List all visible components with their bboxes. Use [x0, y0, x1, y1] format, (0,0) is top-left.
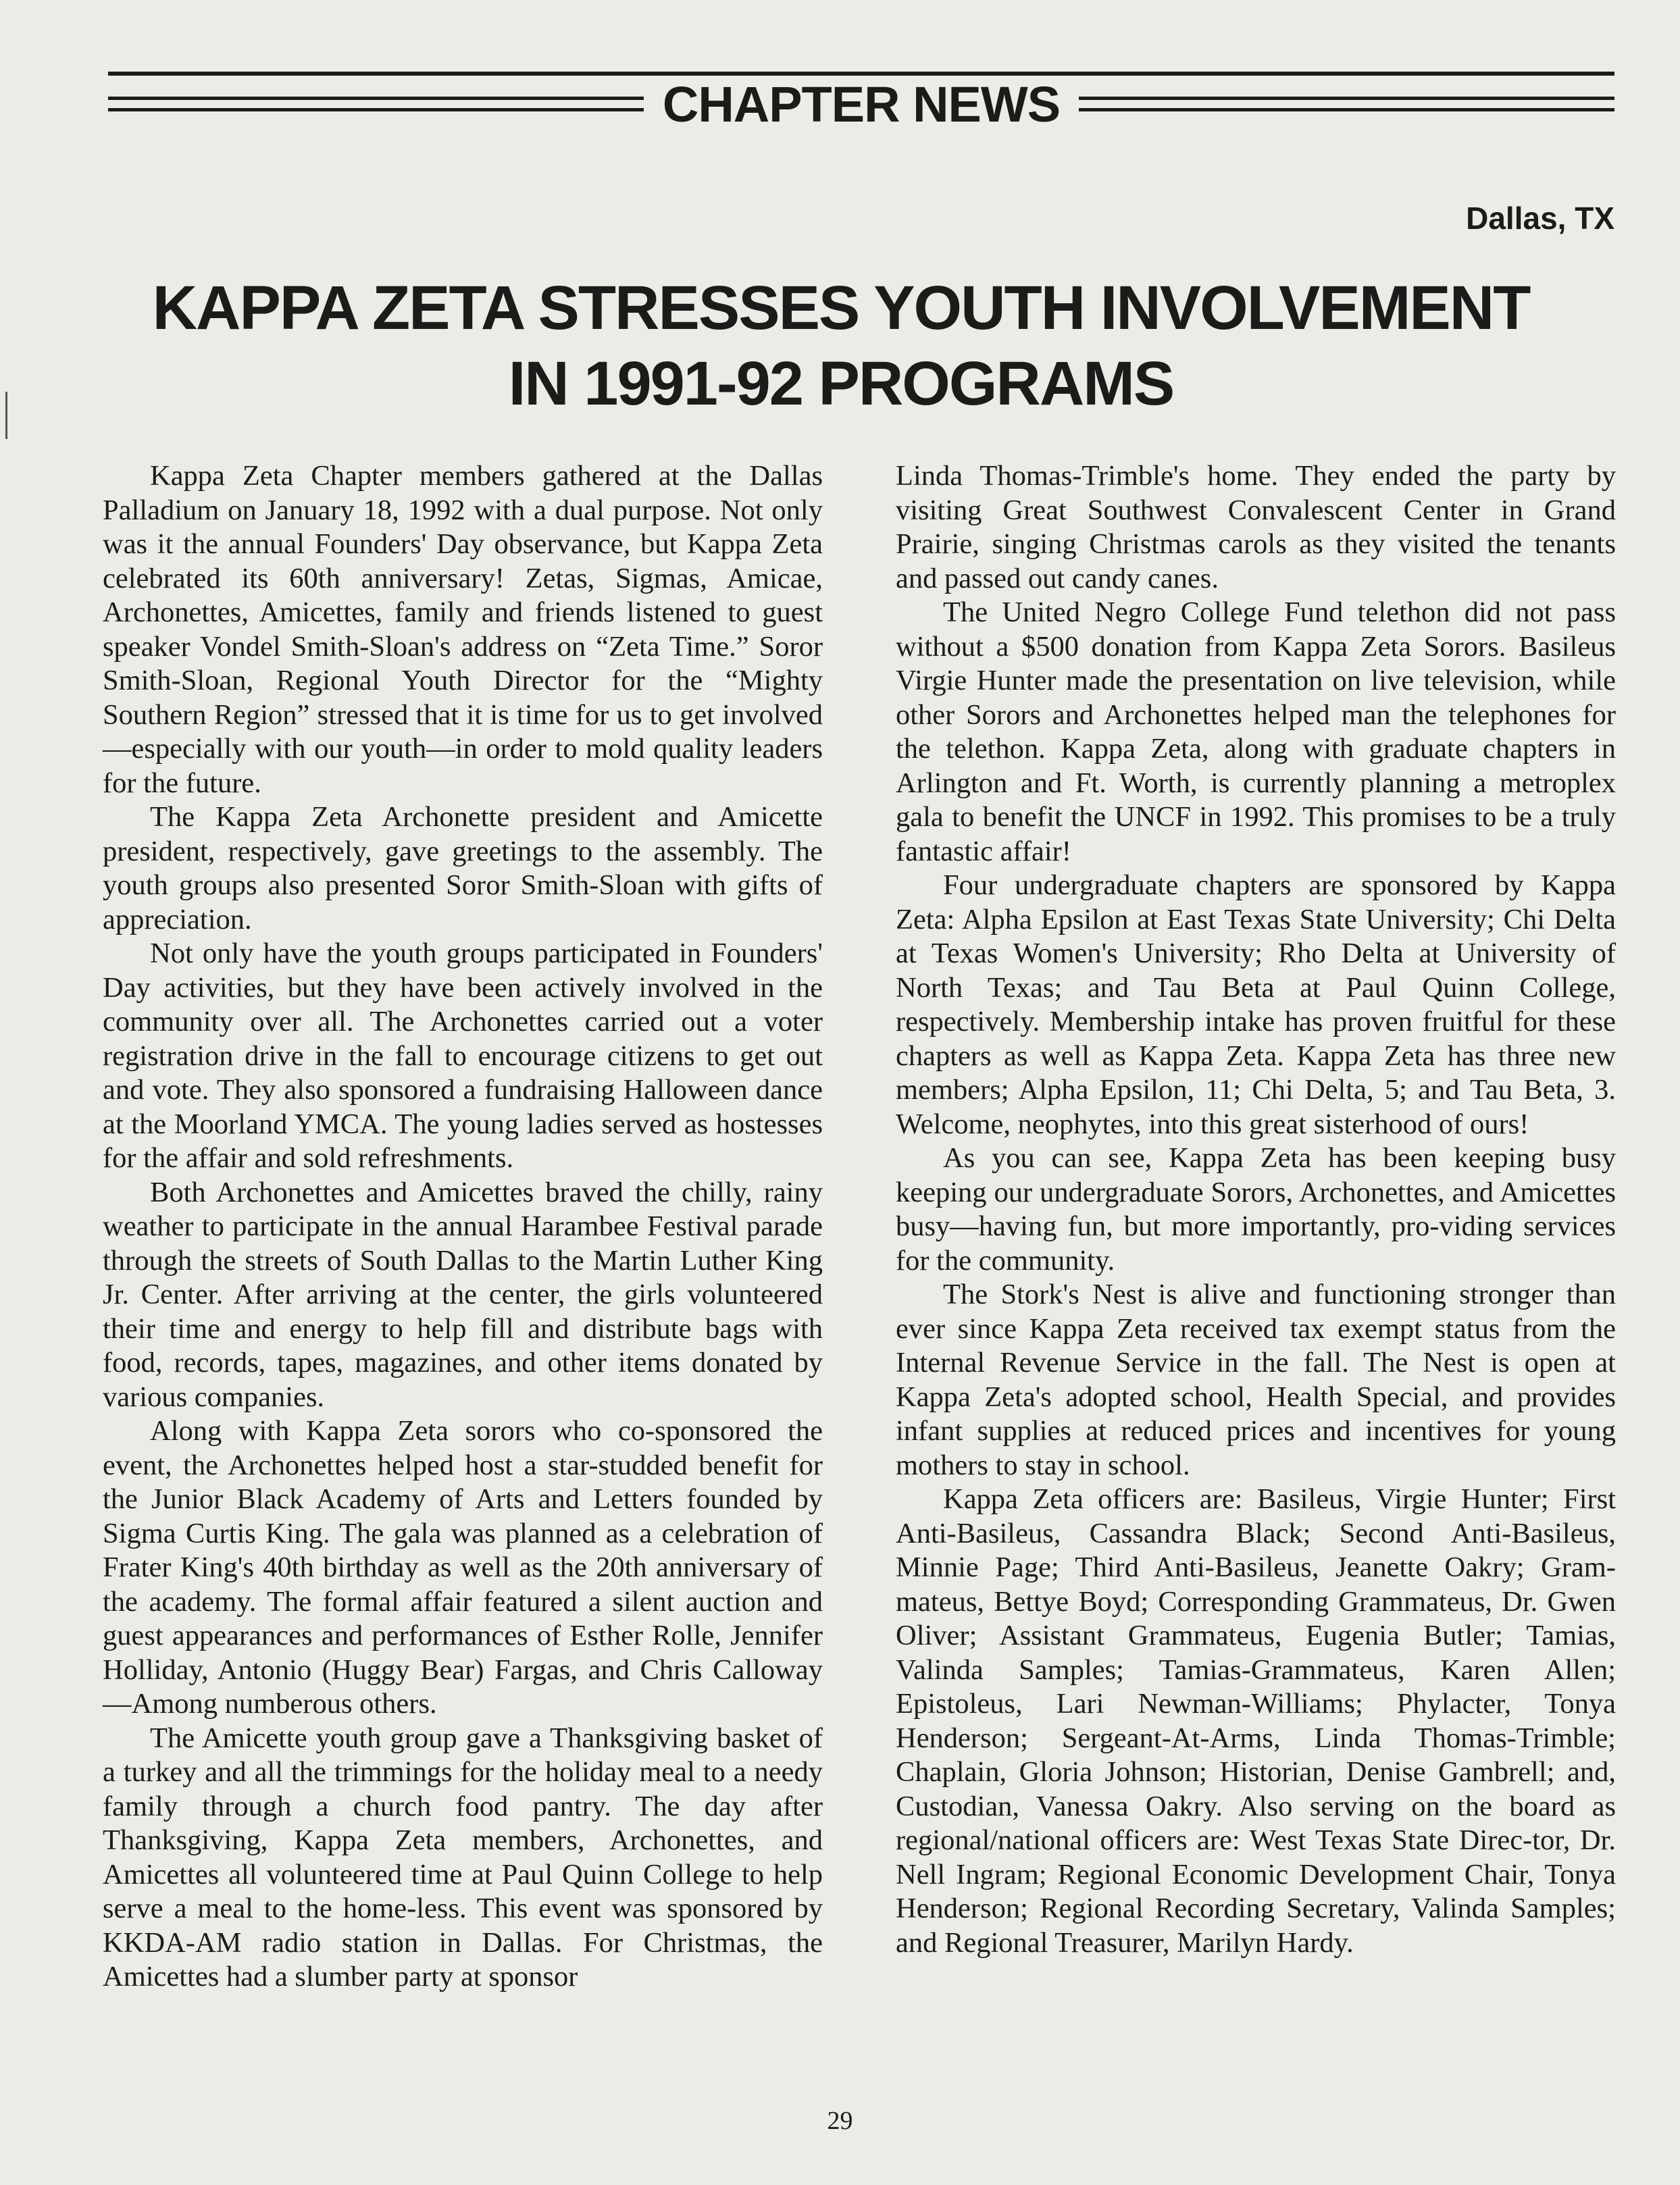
article-headline	[88, 270, 1594, 421]
headline-line-2: IN 1991-92 PROGRAMS	[508, 349, 1174, 418]
header-right-rule	[1079, 97, 1614, 111]
paragraph: As you can see, Kappa Zeta has been keeping busy keeping our undergraduate Sorors, Archonettes, and Amicettes busy—having fun, but more importantly, pro-viding services for the community.	[896, 1142, 1616, 1277]
section-title: CHAPTER NEWS	[662, 76, 1061, 132]
left-column	[103, 459, 823, 2020]
headline-line-1: KAPPA ZETA STRESSES YOUTH INVOLVEMENT	[152, 274, 1530, 342]
page-number: 29	[827, 2107, 853, 2135]
paragraph: Both Archonettes and Amicettes braved the chilly, rainy weather to participate in the annual Harambee Festival parade through the streets of South Dallas to the Martin Luther King Jr. Center. After arriving at the center, the girls volunteered their time and energy to help fill and distribute bags with food, records, tapes, magazines, and other items donated by various companies.	[103, 1176, 823, 1413]
paragraph: Not only have the youth groups participated in Founders' Day activities, but they have been actively involved in the community over all. The Archonettes carried out a voter registration drive in the fall to encourage citizens to get out and vote. They also sponsored a fundraising Halloween dance at the Moorland YMCA. The young ladies served as hostesses for the affair and sold refreshments.	[103, 937, 823, 1174]
paragraph: The Amicette youth group gave a Thanksgiving basket of a turkey and all the trimmings for the holiday meal to a needy family through a church food pantry. The day after Thanksgiving, Kappa Zeta members, Archonettes, and Amicettes all volunteered time at Paul Quinn College to help serve a meal to the home-less. This event was sponsored by KKDA-AM radio station in Dallas. For Christmas, the Amicettes had a slumber party at sponsor	[103, 1722, 823, 1993]
paragraph: The United Negro College Fund telethon did not pass without a $500 donation from Kappa Zeta Sorors. Basileus Virgie Hunter made the presentation on live television, while other Sorors and Archonettes helped man the telephones for the telethon. Kappa Zeta, along with graduate chapters in Arlington and Ft. Worth, is currently planning a metroplex gala to benefit the UNCF in 1992. This promises to be a truly fantastic affair!	[896, 596, 1616, 867]
paragraph: The Stork's Nest is alive and functioning stronger than ever since Kappa Zeta received tax exempt status from the Internal Revenue Service in the fall. The Nest is open at Kappa Zeta's adopted school, Health Special, and provides infant supplies at reduced prices and incentives for young mothers to stay in school.	[896, 1279, 1616, 1481]
section-header	[108, 76, 1614, 132]
dateline: Dallas, TX	[1466, 201, 1614, 236]
paragraph: Kappa Zeta officers are: Basileus, Virgie Hunter; First Anti-Basileus, Cassandra Black; Second Anti-Basileus, Minnie Page; Third Anti-Basileus, Jeanette Oakry; Gram-mateus, Bettye Boyd; Corresponding Grammateus, Dr. Gwen Oliver; Assistant Grammateus, Eugenia Butler; Tamias, Valinda Samples; Tamias-Grammateus, Karen Allen; Epistoleus, Lari Newman-Williams; Phylacter, Tonya Henderson; Sergeant-At-Arms, Linda Thomas-Trimble; Chaplain, Gloria Johnson; Historian, Denise Gambrell; and, Custodian, Vanessa Oakry. Also serving on the board as regional/national officers are: West Texas State Direc-tor, Dr. Nell Ingram; Regional Economic Development Chair, Tonya Henderson; Regional Recording Secretary, Valinda Samples; and Regional Treasurer, Marilyn Hardy.	[896, 1483, 1616, 1959]
paragraph: Along with Kappa Zeta sorors who co-sponsored the event, the Archonettes helped host a star-studded benefit for the Junior Black Academy of Arts and Letters founded by Sigma Curtis King. The gala was planned as a celebration of Frater King's 40th birthday as well as the 20th anniversary of the academy. The formal affair featured a silent auction and guest appearances and performances of Esther Rolle, Jennifer Holliday, Antonio (Huggy Bear) Fargas, and Chris Calloway—Among numberous others.	[103, 1415, 823, 1720]
header-left-rule	[108, 97, 644, 111]
paragraph: Kappa Zeta Chapter members gathered at the Dallas Palladium on January 18, 1992 with a dual purpose. Not only was it the annual Founders' Day observance, but Kappa Zeta celebrated its 60th anniversary! Zetas, Sigmas, Amicae, Archonettes, Amicettes, family and friends listened to guest speaker Vondel Smith-Sloan's address on “Zeta Time.” Soror Smith-Sloan, Regional Youth Director for the “Mighty Southern Region” stressed that it is time for us to get involved—especially with our youth—in order to mold quality leaders for the future.	[103, 460, 823, 799]
right-column	[896, 459, 1616, 2020]
scan-edge-mark	[5, 392, 7, 439]
article-body	[103, 459, 1616, 2020]
paragraph: The Kappa Zeta Archonette president and Amicette president, respectively, gave greetings to the assembly. The youth groups also presented Soror Smith-Sloan with gifts of appreciation.	[103, 801, 823, 935]
paragraph-continued: Linda Thomas-Trimble's home. They ended the party by visiting Great Southwest Convalescent Center in Grand Prairie, singing Christmas carols as they visited the tenants and passed out candy canes.	[896, 460, 1616, 594]
paragraph: Four undergraduate chapters are sponsored by Kappa Zeta: Alpha Epsilon at East Texas State University; Chi Delta at Texas Women's University; Rho Delta at University of North Texas; and Tau Beta at Paul Quinn College, respectively. Membership intake has proven fruitful for these chapters as well as Kappa Zeta. Kappa Zeta has three new members; Alpha Epsilon, 11; Chi Delta, 5; and Tau Beta, 3. Welcome, neophytes, into this great sisterhood of ours!	[896, 869, 1616, 1140]
